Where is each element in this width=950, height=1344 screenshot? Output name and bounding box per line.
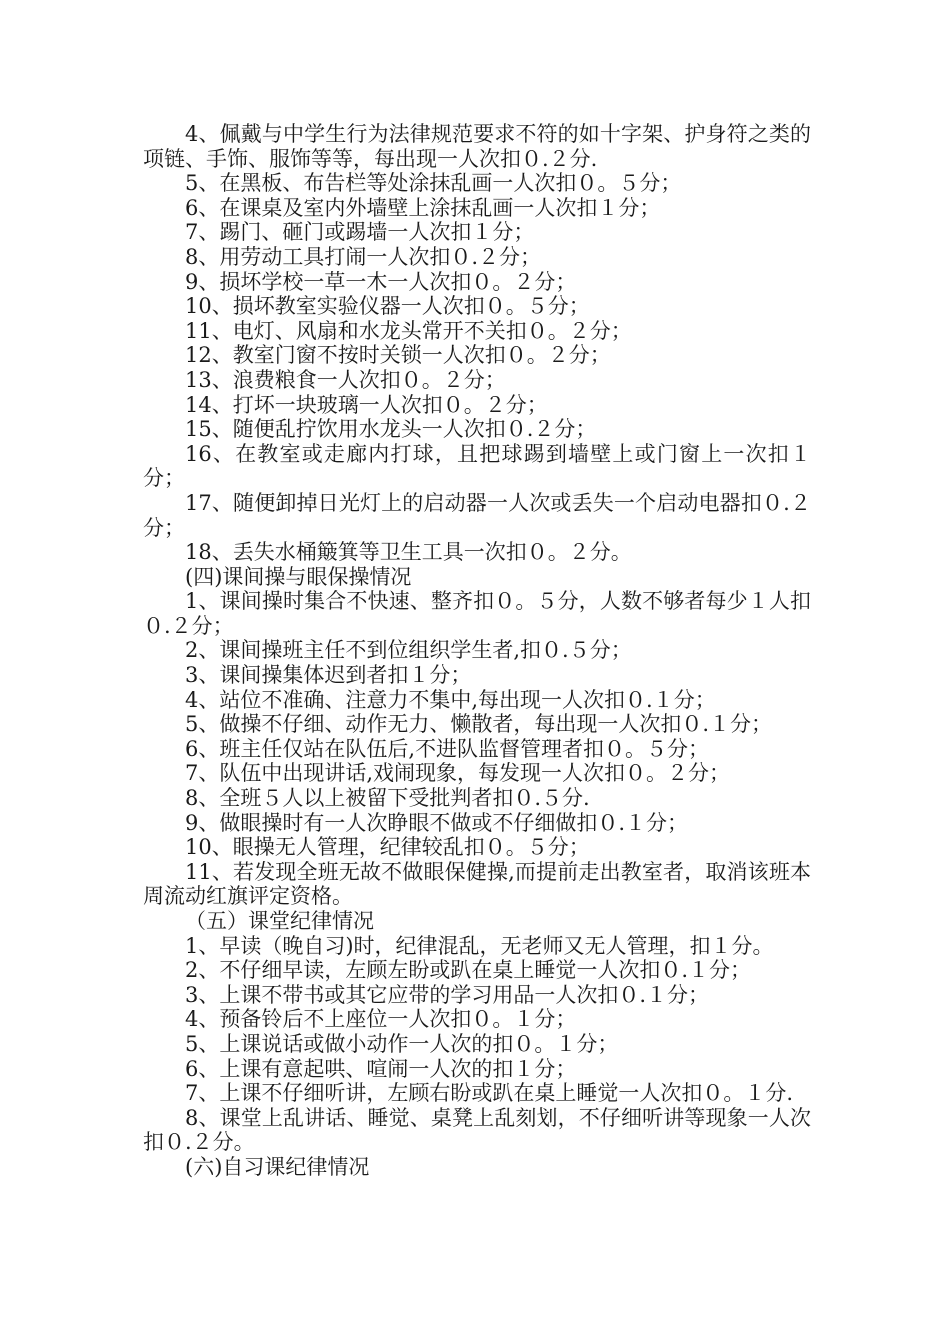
paragraph: 4、佩戴与中学生行为法律规范要求不符的如十字架、护身符之类的项链、手饰、服饰等等，每出现一人次扣０.２分. (143, 122, 811, 171)
paragraph: 18、丢失水桶簸箕等卫生工具一次扣０。２分。 (185, 540, 632, 565)
paragraph: 9、做眼操时有一人次睁眼不做或不仔细做扣０.１分； (185, 810, 689, 835)
paragraph: 10、损坏教室实验仪器一人次扣０。５分； (185, 294, 590, 319)
paragraph: (六)自习课纪律情况 (185, 1154, 370, 1179)
paragraph: 9、损坏学校一草一木一人次扣０。２分； (185, 269, 577, 294)
paragraph: 14、打坏一块玻璃一人次扣０。２分； (185, 392, 548, 417)
paragraph: 15、随便乱拧饮用水龙头一人次扣０.２分； (185, 417, 597, 442)
paragraph: 2、课间操班主任不到位组织学生者,扣０.５分； (185, 638, 632, 663)
paragraph: 3、课间操集体迟到者扣１分； (185, 663, 472, 688)
paragraph: 7、踢门、砸门或踢墙一人次扣１分； (185, 220, 535, 245)
paragraph: 1、课间操时集合不快速、整齐扣０。５分，人数不够者每少１人扣０.２分； (143, 589, 811, 638)
paragraph: 6、在课桌及室内外墙壁上涂抹乱画一人次扣１分； (185, 195, 661, 220)
paragraph: 5、上课说话或做小动作一人次的扣０。１分； (185, 1031, 619, 1056)
paragraph: (四)课间操与眼保操情况 (185, 564, 412, 589)
paragraph: 7、上课不仔细听讲，左顾右盼或趴在桌上睡觉一人次扣０。１分. (185, 1081, 794, 1106)
paragraph: 8、课堂上乱讲话、睡觉、桌凳上乱刻划，不仔细听讲等现象一人次扣０.２分。 (143, 1105, 811, 1155)
paragraph: 7、队伍中出现讲话,戏闹现象，每发现一人次扣０。２分； (185, 761, 731, 786)
paragraph: 8、用劳动工具打闹一人次扣０.２分； (185, 244, 542, 269)
paragraph: 4、站位不准确、注意力不集中,每出现一人次扣０.１分； (185, 687, 716, 712)
paragraph: 13、浪费粮食一人次扣０。２分； (185, 367, 506, 392)
paragraph: 10、眼操无人管理，纪律较乱扣０。５分； (185, 835, 590, 860)
paragraph: 11、若发现全班无故不做眼保健操,而提前走出教室者，取消该班本周流动红旗评定资格。 (143, 859, 811, 909)
paragraph: 6、班主任仅站在队伍后,不进队监督管理者扣０。５分； (185, 736, 710, 761)
paragraph: 6、上课有意起哄、喧闹一人次的扣１分； (185, 1056, 577, 1081)
paragraph: 5、在黑板、布告栏等处涂抹乱画一人次扣０。５分； (185, 171, 682, 196)
paragraph: 17、随便卸掉日光灯上的启动器一人次或丢失一个启动电器扣０.２分； (143, 490, 811, 540)
paragraph: 4、预备铃后不上座位一人次扣０。１分； (185, 1007, 577, 1032)
paragraph: 8、全班５人以上被留下受批判者扣０.５分. (185, 786, 590, 811)
paragraph: 11、电灯、风扇和水龙头常开不关扣０。２分； (185, 318, 632, 343)
paragraph: 12、教室门窗不按时关锁一人次扣０。２分； (185, 343, 611, 368)
paragraph: （五）课堂纪律情况 (185, 909, 374, 933)
document-body (143, 122, 811, 1180)
paragraph: 1、早读（晚自习)时，纪律混乱，无老师又无人管理，扣１分。 (185, 933, 774, 958)
paragraph: 5、做操不仔细、动作无力、懒散者，每出现一人次扣０.１分； (185, 712, 773, 737)
paragraph: 3、上课不带书或其它应带的学习用品一人次扣０.１分； (185, 982, 710, 1007)
paragraph: 2、不仔细早读，左顾左盼或趴在桌上睡觉一人次扣０.１分； (185, 958, 752, 983)
paragraph: 16、在教室或走廊内打球，且把球踢到墙壁上或门窗上一次扣１分； (143, 441, 811, 491)
